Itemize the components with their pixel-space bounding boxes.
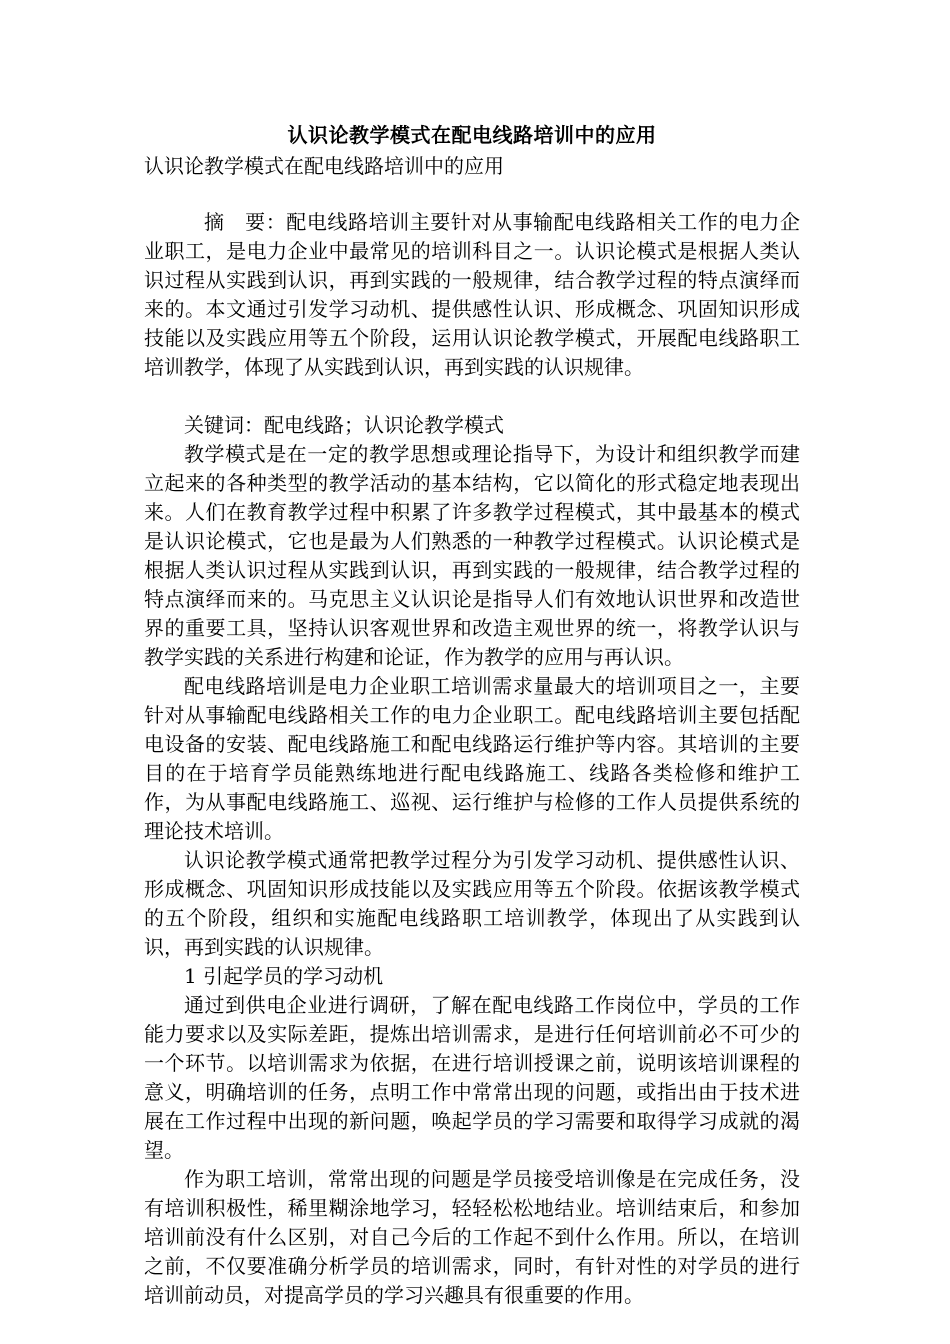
document-subtitle: 认识论教学模式在配电线路培训中的应用 [144, 154, 504, 178]
spacer [144, 180, 800, 208]
keywords-line: 关键词：配电线路；认识论教学模式 [184, 413, 504, 437]
document-title: 认识论教学模式在配电线路培训中的应用 [287, 123, 657, 147]
spacer [144, 382, 800, 411]
abstract-paragraph: 摘 要：配电线路培训主要针对从事输配电线路相关工作的电力企业职工，是电力企业中最常见的培训科目之一。认识论模式是根据人类认识过程从实践到认识，再到实践的一般规律，结合教学过程的特点演绎而来的。本文通过引发学习动机、提供感性认识、形成概念、巩固知识形成技能以及实践应用等五个阶段，运用认识论教学模式，开展配电线路职工培训教学，体现了从实践到认识，再到实践的认识规律。 [144, 210, 800, 379]
section-heading: 1 引起学员的学习动机 [184, 964, 384, 988]
body-paragraph: 作为职工培训，常常出现的问题是学员接受培训像是在完成任务，没有培训积极性，稀里糊涂地学习，轻轻松松地结业。培训结束后，和参加培训前没有什么区别，对自己今后的工作起不到什么作用。所以，在培训之前，不仅要准确分析学员的培训需求，同时，有针对性的对学员的进行培训前动员，对提高学员的学习兴趣具有很重要的作用。 [144, 1167, 800, 1307]
body-paragraph: 配电线路培训是电力企业职工培训需求量最大的培训项目之一，主要针对从事输配电线路相关工作的电力企业职工。配电线路培训主要包括配电设备的安装、配电线路施工和配电线路运行维护等内容。其培训的主要目的在于培育学员能熟练地进行配电线路施工、线路各类检修和维护工作，为从事配电线路施工、巡视、运行维护与检修的工作人员提供系统的理论技术培训。 [144, 674, 800, 843]
body-paragraph: 认识论教学模式通常把教学过程分为引发学习动机、提供感性认识、形成概念、巩固知识形成技能以及实践应用等五个阶段。依据该教学模式的五个阶段，组织和实施配电线路职工培训教学，体现出了从实践到认识，再到实践的认识规律。 [144, 848, 800, 959]
document-page [144, 118, 800, 1310]
body-paragraph: 教学模式是在一定的教学思想或理论指导下，为设计和组织教学而建立起来的各种类型的教学活动的基本结构，它以简化的形式稳定地表现出来。人们在教育教学过程中积累了许多教学过程模式，其中最基本的模式是认识论模式，它也是最为人们熟悉的一种教学过程模式。认识论模式是根据人类认识过程从实践到认识，再到实践的一般规律，结合教学过程的特点演绎而来的。马克思主义认识论是指导人们有效地认识世界和改造世界的重要工具，坚持认识客观世界和改造主观世界的统一，将教学认识与教学实践的关系进行构建和论证，作为教学的应用与再认识。 [144, 442, 800, 669]
body-paragraph: 通过到供电企业进行调研，了解在配电线路工作岗位中，学员的工作能力要求以及实际差距，提炼出培训需求，是进行任何培训前必不可少的一个环节。以培训需求为依据，在进行培训授课之前，说明该培训课程的意义，明确培训的任务，点明工作中常常出现的问题，或指出由于技术进展在工作过程中出现的新问题，唤起学员的学习需要和取得学习成就的渴望。 [144, 993, 800, 1162]
